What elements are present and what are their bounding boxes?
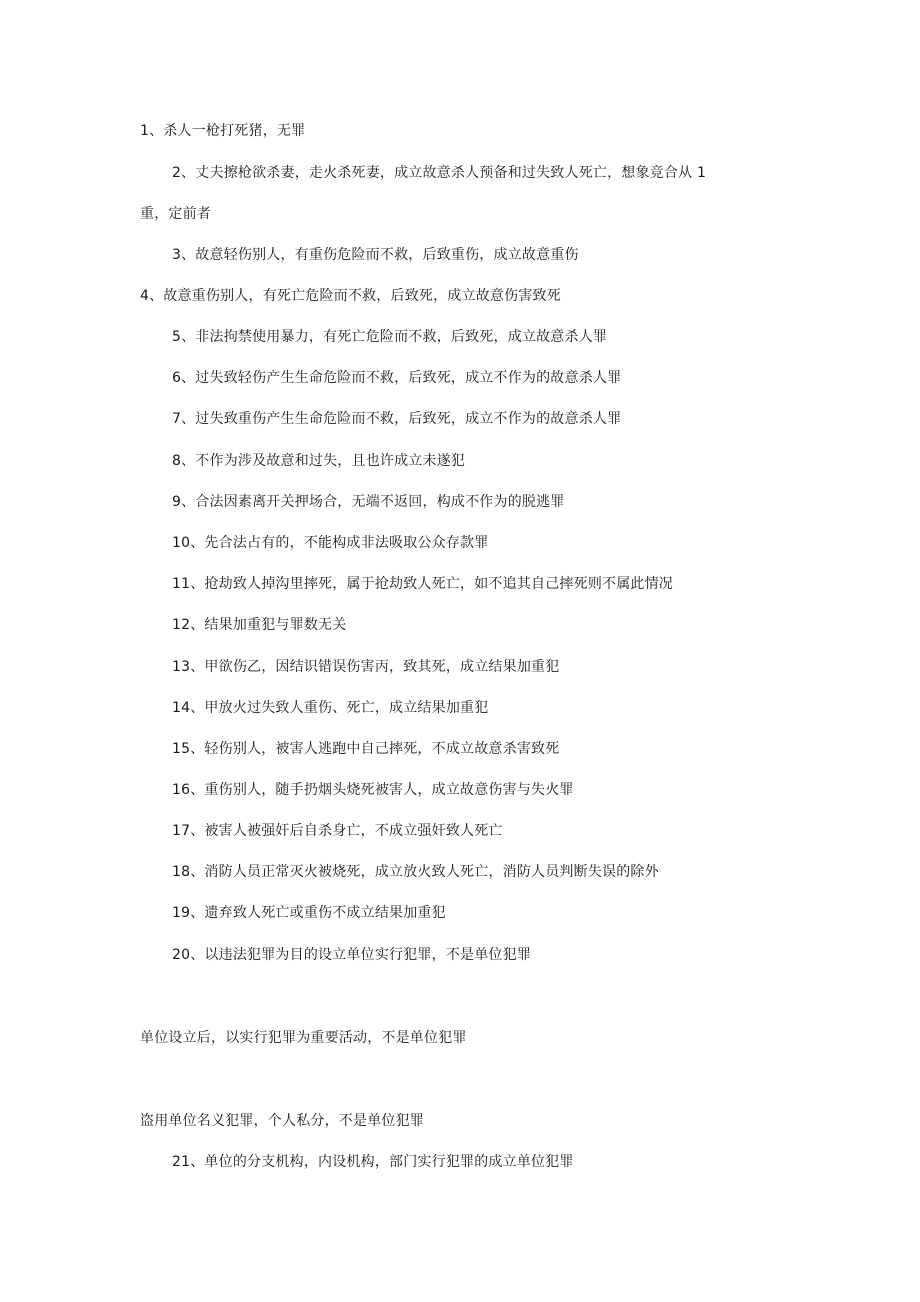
item-8: 8、不作为涉及故意和过失，且也许成立未遂犯 [172,453,466,469]
item-4: 4、故意重伤别人，有死亡危险而不救，后致死，成立故意伤害致死 [140,288,561,304]
item-19: 19、遗弃致人死亡或重伤不成立结果加重犯 [172,905,446,921]
item-14: 14、甲放火过失致人重伤、死亡，成立结果加重犯 [172,700,489,716]
item-5: 5、非法拘禁使用暴力，有死亡危险而不救，后致死，成立故意杀人罪 [172,329,608,345]
item-20-note-2: 盗用单位名义犯罪，个人私分，不是单位犯罪 [140,1113,424,1129]
item-2-continuation: 重，定前者 [140,206,211,222]
item-1: 1、杀人一枪打死猪，无罪 [140,123,306,139]
item-12: 12、结果加重犯与罪数无关 [172,617,347,633]
item-17: 17、被害人被强奸后自杀身亡，不成立强奸致人死亡 [172,823,503,839]
item-20: 20、以违法犯罪为目的设立单位实行犯罪，不是单位犯罪 [172,947,532,963]
item-2: 2、丈夫擦枪欲杀妻，走火杀死妻，成立故意杀人预备和过失致人死亡，想象竞合从 1 [172,165,707,181]
item-7: 7、过失致重伤产生生命危险而不救，后致死，成立不作为的故意杀人罪 [172,411,622,427]
item-3: 3、故意轻伤别人，有重伤危险而不救，后致重伤，成立故意重伤 [172,247,579,263]
item-11: 11、抢劫致人掉沟里摔死，属于抢劫致人死亡，如不追其自己摔死则不属此情况 [172,576,674,592]
item-16: 16、重伤别人，随手扔烟头烧死被害人，成立故意伤害与失火罪 [172,782,574,798]
item-13: 13、甲欲伤乙，因结识错误伤害丙，致其死，成立结果加重犯 [172,659,560,675]
item-18: 18、消防人员正常灭火被烧死，成立放火致人死亡，消防人员判断失误的除外 [172,864,659,880]
item-15: 15、轻伤别人，被害人逃跑中自己摔死，不成立故意杀害致死 [172,741,560,757]
item-21: 21、单位的分支机构，内设机构，部门实行犯罪的成立单位犯罪 [172,1154,574,1170]
item-10: 10、先合法占有的，不能构成非法吸取公众存款罪 [172,535,489,551]
item-9: 9、合法因素离开关押场合，无端不返回，构成不作为的脱逃罪 [172,494,565,510]
item-6: 6、过失致轻伤产生生命危险而不救，后致死，成立不作为的故意杀人罪 [172,370,622,386]
item-20-note-1: 单位设立后，以实行犯罪为重要活动，不是单位犯罪 [140,1030,467,1046]
